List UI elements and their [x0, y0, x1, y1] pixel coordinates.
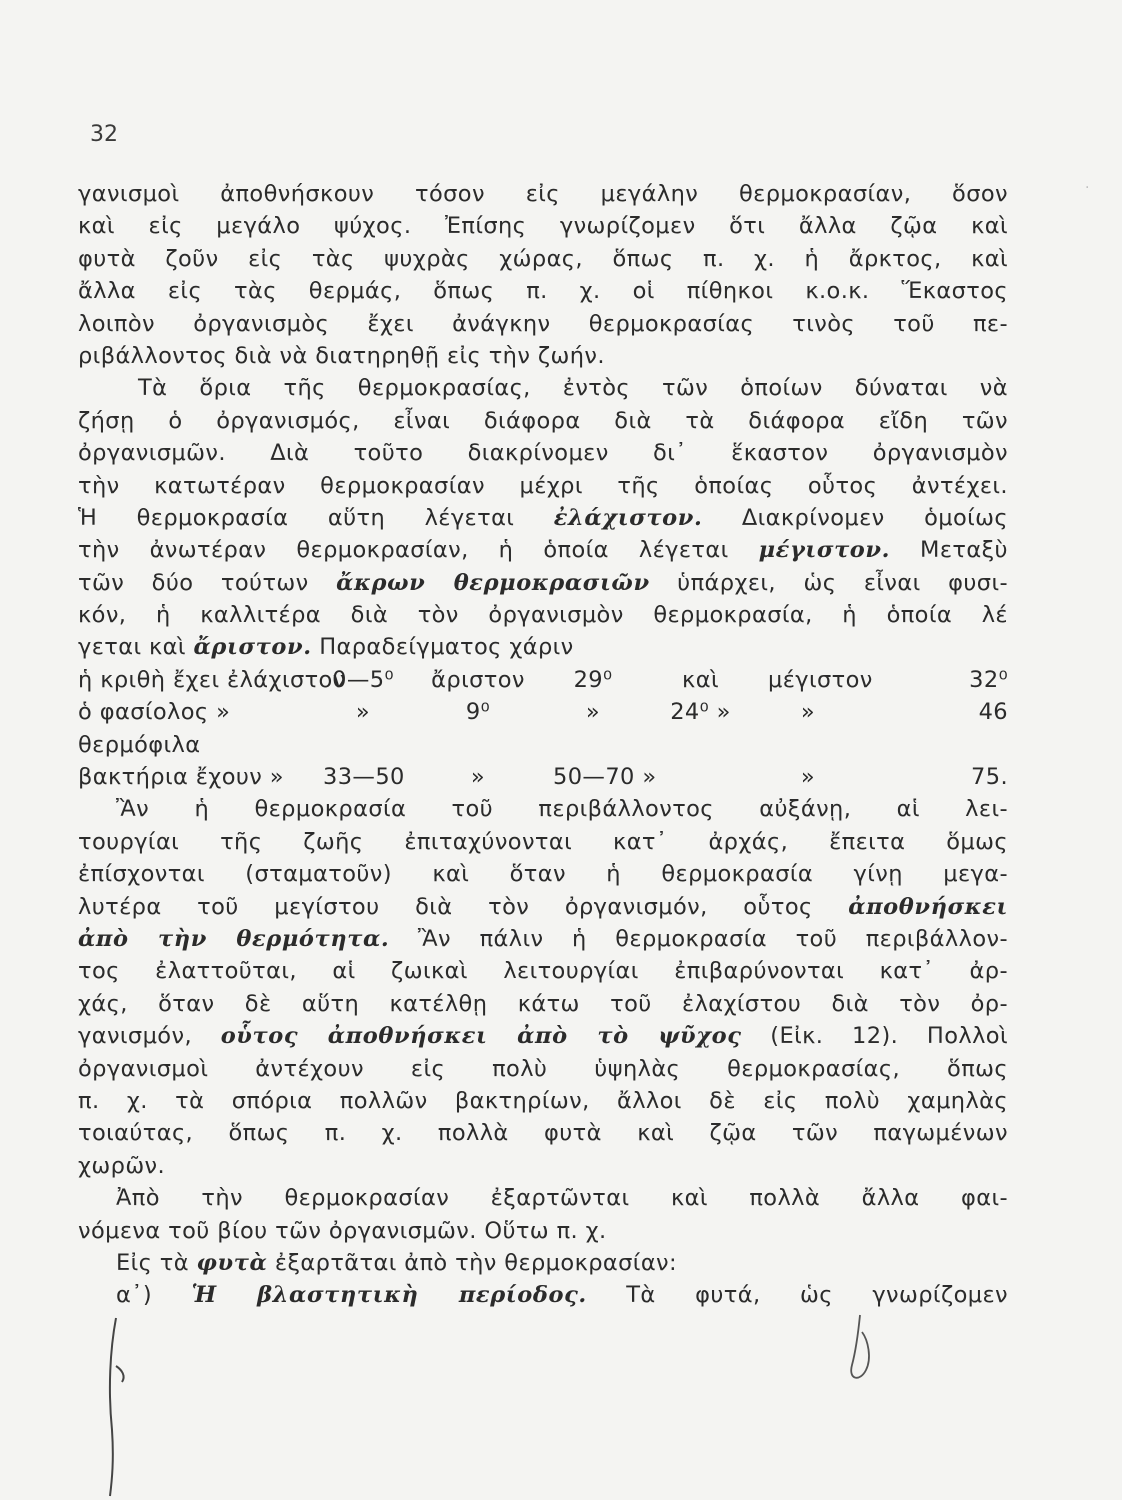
text-run: λοιπὸν ὀργανισμὸς ἔχει ἀνάγκην θερμοκρασίας τινὸς τοῦ πε-: [78, 310, 1008, 337]
emphasized-term: Ἡ βλαστητικὴ περίοδος.: [191, 1282, 587, 1309]
text-run: Ἡ θερμοκρασία αὕτη λέγεται: [78, 504, 554, 531]
text-run: Ἂν ἡ θερμοκρασία τοῦ περιβάλλοντος αὐξάνῃ, αἱ λει-: [116, 796, 1008, 823]
text-run: Τὰ φυτά, ὡς γνωρίζομεν: [586, 1282, 1008, 1309]
text-line: [78, 955, 1008, 987]
table-cell: 24⁰ »: [670, 699, 731, 726]
text-run: Εἰς τὰ: [116, 1249, 197, 1276]
text-line: [78, 988, 1008, 1020]
table-cell: καὶ: [682, 666, 719, 693]
text-run: τὴν κατωτέραν θερμοκρασίαν μέχρι τῆς ὁποίας οὗτος ἀντέχει.: [78, 472, 1008, 499]
temperature-table-row: [78, 696, 1008, 728]
margin-smudge: ·: [1085, 180, 1090, 196]
text-run: (Εἰκ. 12). Πολλοὶ: [741, 1023, 1008, 1050]
temperature-table-row: [78, 729, 1008, 761]
text-run: Παραδείγματος χάριν: [311, 634, 574, 661]
table-cell: μέγιστον: [768, 666, 873, 693]
emphasized-term: οὗτος ἀποθνήσκει ἀπὸ τὸ ψῦχος: [220, 1023, 742, 1050]
table-cell: βακτήρια ἔχουν »: [78, 764, 284, 791]
emphasized-term: ἀποθνήσκει: [848, 893, 1008, 920]
text-run: ὑπάρχει, ὡς εἶναι φυσι-: [649, 569, 1008, 596]
temperature-table-row: [78, 664, 1008, 696]
text-line: [78, 340, 1008, 372]
body-text: [78, 178, 1008, 1312]
text-run: καὶ εἰς μεγάλο ψύχος. Ἐπίσης γνωρίζομεν ὅτι ἄλλα ζῷα καὶ: [78, 213, 1008, 240]
handwritten-bracket-mark: [92, 1310, 172, 1500]
text-line: [78, 308, 1008, 340]
text-run: τος ἐλαττοῦται, αἱ ζωικαὶ λειτουργίαι ἐπιβαρύνονται κατ᾽ ἀρ-: [78, 958, 1008, 985]
table-cell: ὁ φασίολος »: [78, 699, 231, 726]
text-run: λυτέρα τοῦ μεγίστου διὰ τὸν ὀργανισμόν, οὗτος: [78, 893, 849, 920]
text-run: π. χ. τὰ σπόρια πολλῶν βακτηρίων, ἄλλοι δὲ εἰς πολὺ χαμηλὰς: [78, 1087, 1008, 1114]
text-run: α᾽): [116, 1282, 192, 1309]
table-cell: 75.: [971, 764, 1008, 791]
table-cell: »: [585, 699, 601, 726]
text-run: τὴν ἀνωτέραν θερμοκρασίαν, ἡ ὁποία λέγεται: [78, 537, 759, 564]
text-run: τοιαύτας, ὅπως π. χ. πολλὰ φυτὰ καὶ ζῷα τῶν παγωμένων: [78, 1120, 1008, 1147]
text-line: [78, 1020, 1008, 1052]
table-cell: 50—70 »: [553, 764, 657, 791]
table-cell: 33—50: [323, 764, 405, 791]
text-run: ριβάλλοντος διὰ νὰ διατηρηθῇ εἰς τὴν ζωήν.: [78, 342, 605, 369]
text-line: [78, 210, 1008, 242]
table-cell: ἡ κριθὴ ἔχει ἐλάχιστον: [78, 666, 346, 693]
text-run: ὀργανισμοὶ ἀντέχουν εἰς πολὺ ὑψηλὰς θερμοκρασίας, ὅπως: [78, 1055, 1008, 1082]
text-line: [78, 243, 1008, 275]
text-run: ζήσῃ ὁ ὀργανισμός, εἶναι διάφορα διὰ τὰ διάφορα εἴδη τῶν: [78, 407, 1008, 434]
text-line: [78, 534, 1008, 566]
text-run: γεται καὶ: [78, 634, 194, 661]
table-cell: 9⁰: [465, 699, 491, 726]
emphasized-term: μέγιστον.: [758, 537, 891, 564]
table-cell: 29⁰: [573, 666, 613, 693]
temperature-table-row: [78, 761, 1008, 793]
table-cell: »: [470, 764, 486, 791]
text-run: ἄλλα εἰς τὰς θερμάς, ὅπως π. χ. οἱ πίθηκοι κ.ο.κ. Ἕκαστος: [78, 278, 1008, 305]
text-line: [78, 567, 1008, 599]
text-line: [78, 405, 1008, 437]
text-line: [78, 793, 1008, 825]
text-line: [78, 1117, 1008, 1149]
table-cell: »: [800, 699, 816, 726]
text-line: [78, 470, 1008, 502]
text-run: κόν, ἡ καλλιτέρα διὰ τὸν ὀργανισμὸν θερμοκρασία, ἡ ὁποία λέ: [78, 602, 1008, 629]
emphasized-term: ἄριστον.: [193, 634, 312, 661]
table-cell: 32⁰: [969, 666, 1008, 693]
text-run: Διακρίνομεν ὁμοίως: [702, 504, 1008, 531]
text-line: [78, 275, 1008, 307]
text-line: [78, 1182, 1008, 1214]
table-cell: ἄριστον: [431, 666, 525, 693]
text-run: χωρῶν.: [78, 1152, 166, 1179]
text-line: [78, 826, 1008, 858]
text-line: [78, 437, 1008, 469]
table-cell: θερμόφιλα: [78, 731, 201, 758]
text-run: ἐπίσχονται (σταματοῦν) καὶ ὅταν ἡ θερμοκρασία γίνῃ μεγα-: [78, 861, 1008, 888]
text-line: [78, 1279, 1008, 1311]
text-run: Ἀπὸ τὴν θερμοκρασίαν ἐξαρτῶνται καὶ πολλὰ ἄλλα φαι-: [116, 1185, 1008, 1212]
text-line: [78, 631, 1008, 663]
text-run: γανισμόν,: [78, 1023, 221, 1050]
text-line: [78, 178, 1008, 210]
text-line: [78, 1053, 1008, 1085]
text-run: νόμενα τοῦ βίου τῶν ὀργανισμῶν. Οὕτω π. χ.: [78, 1217, 607, 1244]
text-run: Μεταξὺ: [890, 537, 1008, 564]
text-run: γανισμοὶ ἀποθνήσκουν τόσον εἰς μεγάλην θερμοκρασίαν, ὅσον: [78, 181, 1008, 207]
text-line: [78, 372, 1008, 404]
text-line: [78, 891, 1008, 923]
table-cell: 46: [978, 699, 1008, 726]
text-line: [78, 1085, 1008, 1117]
emphasized-term: ἄκρων θερμοκρασιῶν: [336, 569, 650, 596]
text-line: [78, 1247, 1008, 1279]
text-line: [78, 1215, 1008, 1247]
text-line: [78, 502, 1008, 534]
table-cell: »: [800, 764, 816, 791]
text-line: [78, 599, 1008, 631]
text-run: φυτὰ ζοῦν εἰς τὰς ψυχρὰς χώρας, ὅπως π. χ. ἡ ἄρκτος, καὶ: [78, 245, 1008, 272]
text-run: ὀργανισμῶν. Διὰ τοῦτο διακρίνομεν δι᾽ ἕκαστον ὀργανισμὸν: [78, 440, 1008, 467]
page-number: 32: [90, 122, 118, 147]
table-cell: »: [355, 699, 371, 726]
emphasized-term: ἀπὸ τὴν θερμότητα.: [78, 925, 390, 952]
text-line: [78, 1150, 1008, 1182]
emphasized-term: φυτὰ: [196, 1249, 268, 1276]
text-run: ἐξαρτᾶται ἀπὸ τὴν θερμοκρασίαν:: [267, 1249, 677, 1276]
text-line: [78, 923, 1008, 955]
text-run: χάς, ὅταν δὲ αὕτη κατέλθῃ κάτω τοῦ ἐλαχίστου διὰ τὸν ὀρ-: [78, 990, 1008, 1017]
handwritten-curl-mark: [830, 1310, 890, 1390]
text-line: [78, 858, 1008, 890]
table-cell: 0—5⁰: [332, 666, 394, 693]
text-run: τῶν δύο τούτων: [78, 569, 337, 596]
text-run: Τὰ ὅρια τῆς θερμοκρασίας, ἐντὸς τῶν ὁποίων δύναται νὰ: [138, 375, 1008, 402]
text-run: Ἂν πάλιν ἡ θερμοκρασία τοῦ περιβάλλον-: [389, 925, 1008, 952]
emphasized-term: ἐλάχιστον.: [553, 504, 703, 531]
text-run: τουργίαι τῆς ζωῆς ἐπιταχύνονται κατ᾽ ἀρχάς, ἔπειτα ὅμως: [78, 828, 1008, 855]
